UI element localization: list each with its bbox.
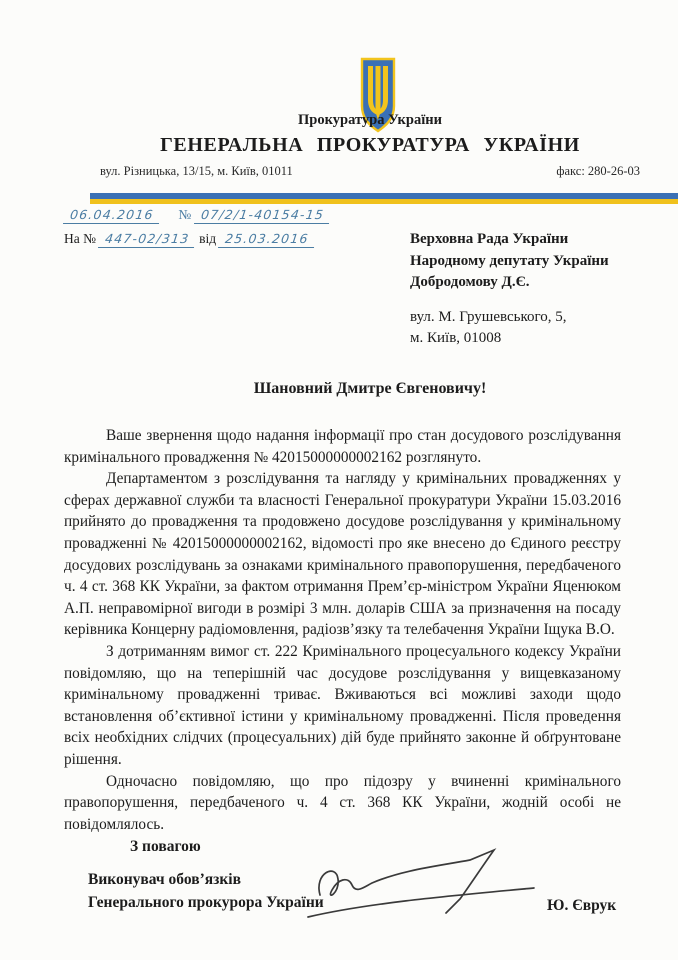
addressee-name: Добродомову Д.Є.: [410, 274, 530, 290]
flag-stripe: [90, 193, 678, 204]
reply-from-label: від: [199, 231, 217, 246]
letterhead-contact-row: [100, 164, 640, 179]
addressee-role: Народному депутату України: [410, 252, 609, 269]
addressee-city: м. Київ, 01008: [410, 330, 502, 346]
salutation: Шановний Дмитре Євгеновичу!: [253, 380, 487, 397]
signer-title-line2: Генерального прокурора України: [88, 893, 324, 911]
paragraph-4: Одночасно повідомляю, що про підозру у вчиненні кримінального правопорушення, передбаченого ч. 4 ст. 368 КК України, жодній особі не повідомлялось.: [64, 772, 621, 833]
number-sign-label: №: [178, 207, 192, 222]
outgoing-reference-row: [64, 207, 330, 224]
org-name-large: ГЕНЕРАЛЬНА ПРОКУРАТУРА УКРАЇНИ: [160, 134, 580, 156]
outgoing-date-handwritten: 06.04.2016: [63, 207, 161, 224]
flag-stripe-yellow: [90, 199, 678, 204]
incoming-date-handwritten: 25.03.2016: [218, 231, 316, 248]
reply-prefix-label: На №: [64, 231, 96, 246]
reference-block: [64, 207, 330, 255]
org-name-small: Прокуратура України: [298, 112, 442, 128]
org-address: вул. Різницька, 13/15, м. Київ, 01011: [100, 164, 293, 178]
handwritten-signature: [298, 843, 548, 943]
incoming-number-handwritten: 447-02/313: [98, 231, 196, 248]
signer-title-line1: Виконувач обов’язків: [88, 871, 241, 888]
org-fax: факс: 280-26-03: [556, 164, 640, 178]
addressee-street: вул. М. Грушевського, 5,: [410, 308, 567, 325]
outgoing-number-handwritten: 07/2/1-40154-15: [194, 207, 331, 224]
letter-body: [64, 425, 621, 835]
signer-name: Ю. Єврук: [547, 897, 617, 914]
closing-phrase: З повагою: [130, 838, 201, 855]
addressee-org: Верховна Рада України: [410, 231, 569, 247]
incoming-reference-row: [64, 231, 330, 248]
addressee-block: [410, 229, 609, 350]
paragraph-2: Департаментом з розслідування та нагляду у кримінальних провадженнях у сферах державної служби та власності Генеральної прокуратури України 15.03.2016 прийнято до провадження та продовжено досудове розслідування у кримінальному провадженні № 42015000000002162, відомості про яке внесено до Єдиного реєстру досудових розслідувань за ознаками кримінального правопорушення, передбаченого ч. 4 ст. 368 КК України, за фактом отримання Прем’єр-міністром України Яценюком А.П. неправомірної вигоди в розмірі 3 млн. доларів США за призначення на посаду керівника Концерну радіомовлення, радіозв’язку та телебачення України Іщука В.О.: [64, 470, 621, 639]
signer-title: [88, 869, 324, 914]
paragraph-3: З дотриманням вимог ст. 222 Кримінального процесуального кодексу України повідомляю, що на теперішній час досудове розслідування у вищевказаному кримінальному провадженні триває. Вживаються всі можливі заходи щодо встановлення об’єктивної істини у кримінальному провадженні. Після проведення всіх необхідних слідчих (процесуальних) дій буде прийнято законне й обґрунтоване рішення.: [64, 642, 621, 768]
paragraph-1: Ваше звернення щодо надання інформації про стан досудового розслідування кримінального провадження № 42015000000002162 розглянуто.: [64, 427, 621, 466]
